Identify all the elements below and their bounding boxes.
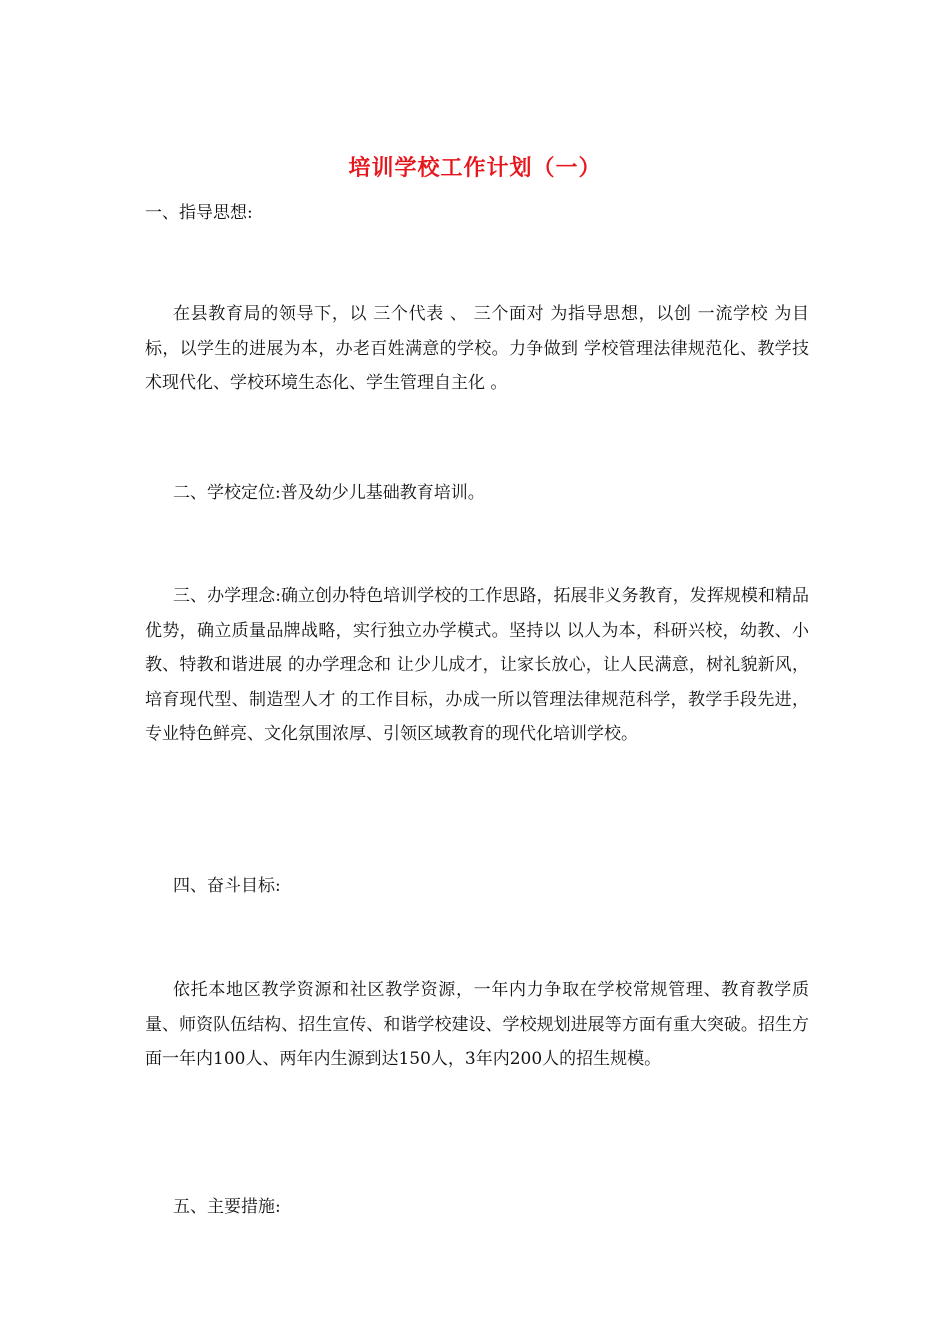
heading-guiding-ideology: 一、指导思想:: [145, 203, 253, 223]
paragraph-school-philosophy: 三、办学理念:确立创办特色培训学校的工作思路，拓展非义务教育，发挥规模和精品优势，确立质量品牌战略，实行独立办学模式。坚持以 以人为本，科研兴校，幼教、小教、特教和谐进展 的办学理念和 让少儿成才，让家长放心，让人民满意，树礼貌新风，培育现代型、制造型人才 的工作目标，办成一所以管理法律规范科学，教学手段先进，专业特色鲜亮、文化氛围浓厚、引领区域教育的现代化培训学校。: [145, 586, 809, 744]
heading-main-measures: 五、主要措施:: [173, 1197, 281, 1217]
paragraph-goals: 依托本地区教学资源和社区教学资源，一年内力争取在学校常规管理、教育教学质量、师资队伍结构、招生宣传、和谐学校建设、学校规划进展等方面有重大突破。招生方面一年内100人、两年内生源到达150人，3年内200人的招生规模。: [145, 980, 809, 1069]
document-title: 培训学校工作计划（一）: [348, 155, 602, 181]
heading-goals: 四、奋斗目标:: [173, 876, 281, 896]
heading-school-positioning: 二、学校定位:普及幼少儿基础教育培训。: [173, 483, 485, 503]
paragraph-guiding-ideology: 在县教育局的领导下，以 三个代表 、 三个面对 为指导思想，以创 一流学校 为目标，以学生的进展为本，办老百姓满意的学校。力争做到 学校管理法律规范化、教学技术现代化、学校环境生态化、学生管理自主化 。: [145, 304, 809, 393]
